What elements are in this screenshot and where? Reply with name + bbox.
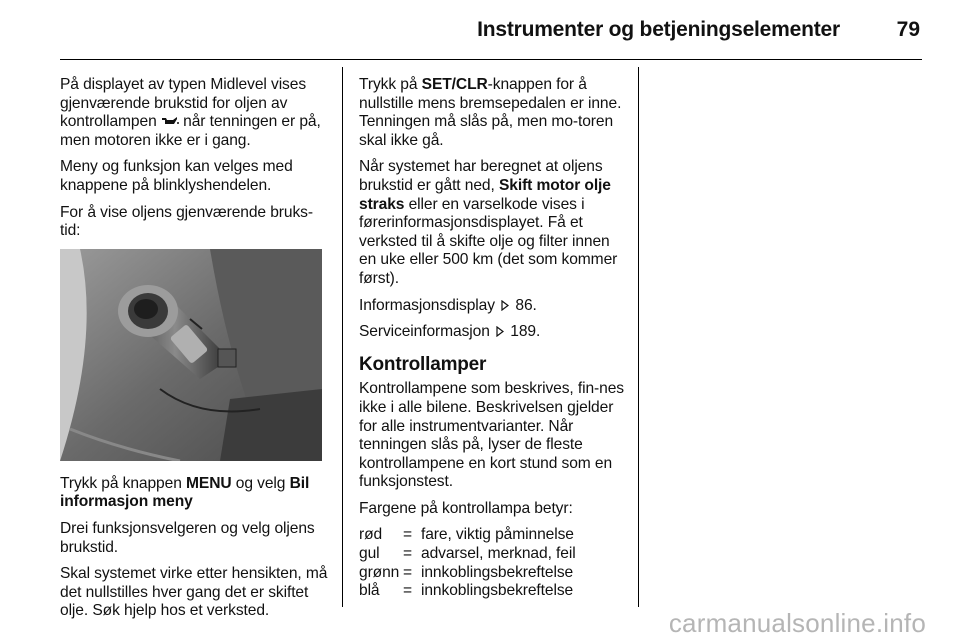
page-header <box>0 0 960 64</box>
change-oil-message: Skift motor olje straks <box>359 176 611 213</box>
paragraph-menu-selection: Meny og funksjon kan velges med knappene på blinklyshendelen. <box>60 158 293 194</box>
legend-row: rød = fare, viktig påminnelse <box>359 526 574 544</box>
menu-button-label: MENU <box>186 474 232 492</box>
column-divider-2 <box>638 67 639 607</box>
paragraph-set-clr: Trykk på SET/CLR-knappen for å nullstille mens bremsepedalen er inne. Tenningen må slås på, men mo-toren skal ikke gå. <box>359 76 622 149</box>
reference-info-display: Informasjonsdisplay 86. <box>359 296 537 314</box>
legend-row: grønn = innkoblingsbekreftelse <box>359 563 574 581</box>
vehicle-info-menu-label: Bil informasjon meny <box>60 474 310 511</box>
legend-row: blå = innkoblingsbekreftelse <box>359 582 574 600</box>
column-left <box>60 76 328 629</box>
paragraph-lamps-intro: Kontrollampene som beskrives, fin-nes ikke i alle bilene. Beskrivelsen gjelder for alle instrumentvarianter. Når tenningen slås på, lyser de fleste kontrollampene en kort stund som en funksjonstest. <box>359 380 624 491</box>
page-reference-arrow-icon <box>501 298 509 309</box>
oil-can-icon <box>161 114 179 126</box>
paragraph-change-oil: Når systemet har beregnet at oljens brukstid er gått ned, Skift motor olje straks eller en varselkode vises i førerinformasjonsdisplayet. Få et verksted til å skifte olje og filter innen en uke eller 500 km (det som kommer først). <box>359 158 618 287</box>
paragraph-show-oil-life: For å vise oljens gjenværende bruks-tid: <box>60 203 313 240</box>
paragraph-press-menu: Trykk på knappen MENU og velg Bil informasjon meny <box>60 474 310 511</box>
paragraph-reset-note: Skal systemet virke etter hensikten, må det nullstilles hver gang det er skiftet olje. Søk hjelp hos et verksted. <box>60 565 328 620</box>
column-middle <box>359 76 627 601</box>
turn-signal-lever-photo <box>60 249 322 461</box>
header-divider <box>60 59 922 60</box>
watermark[interactable]: carmanualsonline.info <box>668 608 926 638</box>
legend-row: gul = advarsel, merknad, feil <box>359 545 576 563</box>
page-title: Instrumenter og betjeningselementer <box>477 18 840 41</box>
set-clr-label: SET/CLR <box>421 76 488 93</box>
reference-service-info: Serviceinformasjon 189. <box>359 323 541 341</box>
page-reference-arrow-icon <box>496 324 504 335</box>
column-divider-1 <box>342 67 343 607</box>
page-number: 79 <box>896 18 920 41</box>
section-heading: Kontrollamper <box>359 353 487 375</box>
paragraph-rotate-selector: Drei funksjonsvelgeren og velg oljens brukstid. <box>60 519 315 556</box>
color-legend-table <box>359 526 576 600</box>
paragraph-oil-life-display: På displayet av typen Midlevel vises gjenværende brukstid for oljen av kontrollampen når tenningen er på, men motoren ikke er i gang. <box>60 76 321 149</box>
paragraph-colors-intro: Fargene på kontrollampa betyr: <box>359 499 573 517</box>
